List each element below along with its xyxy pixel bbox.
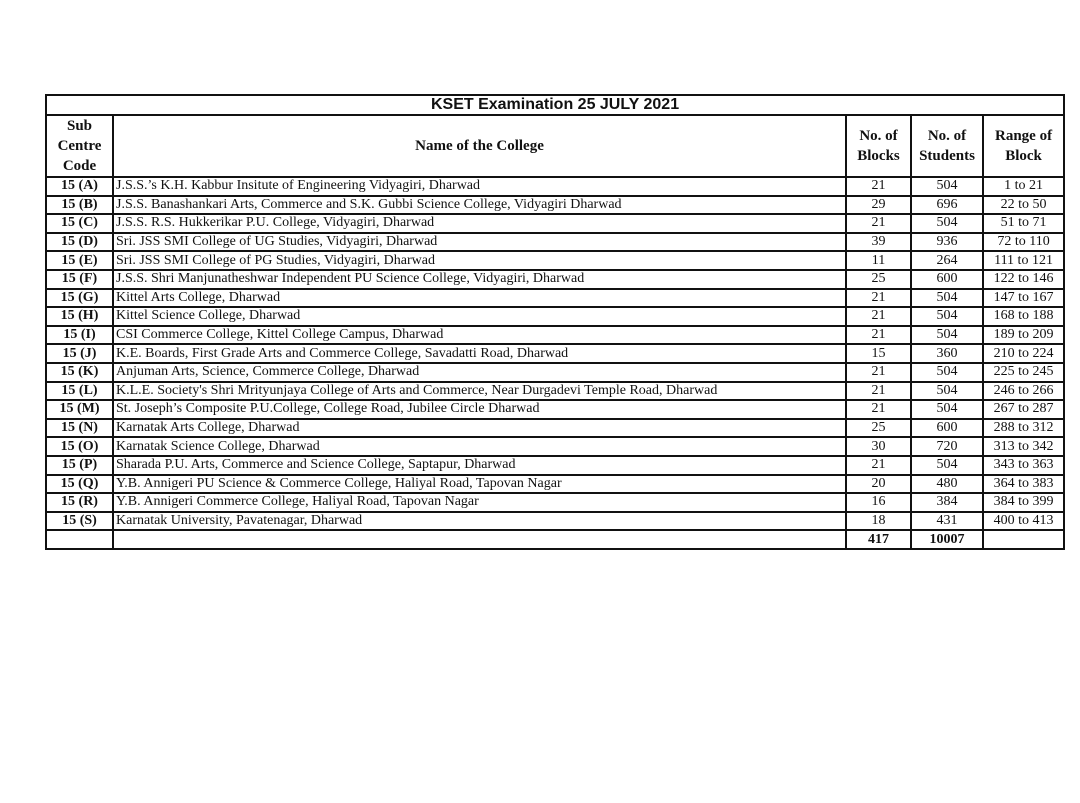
header-name: Name of the College [113, 115, 846, 177]
table-row [46, 214, 1064, 233]
college-name: K.L.E. Society's Shri Mrityunjaya College of Arts and Commerce, Near Durgadevi Temple Road, Dharwad [113, 382, 846, 401]
students-count: 504 [911, 326, 983, 345]
sub-centre-code: 15 (H) [46, 307, 113, 326]
table-row [46, 196, 1064, 215]
college-name: K.E. Boards, First Grade Arts and Commerce College, Savadatti Road, Dharwad [113, 344, 846, 363]
blocks-count: 21 [846, 326, 911, 345]
table-row [46, 289, 1064, 308]
header-students: No. of Students [911, 115, 983, 177]
college-name: Sharada P.U. Arts, Commerce and Science College, Saptapur, Dharwad [113, 456, 846, 475]
college-name: Y.B. Annigeri Commerce College, Haliyal Road, Tapovan Nagar [113, 493, 846, 512]
sub-centre-code: 15 (G) [46, 289, 113, 308]
sub-centre-code: 15 (F) [46, 270, 113, 289]
header-code: Sub Centre Code [46, 115, 113, 177]
blocks-count: 16 [846, 493, 911, 512]
header-range: Range of Block [983, 115, 1064, 177]
block-range: 343 to 363 [983, 456, 1064, 475]
table-row [46, 307, 1064, 326]
students-count: 720 [911, 437, 983, 456]
students-count: 480 [911, 475, 983, 494]
sub-centre-code: 15 (C) [46, 214, 113, 233]
college-name: J.S.S. Banashankari Arts, Commerce and S.K. Gubbi Science College, Vidyagiri Dharwad [113, 196, 846, 215]
sub-centre-code: 15 (J) [46, 344, 113, 363]
sub-centre-code: 15 (A) [46, 177, 113, 196]
table-row [46, 419, 1064, 438]
block-range: 246 to 266 [983, 382, 1064, 401]
totals-empty-range [983, 530, 1064, 549]
totals-empty-code [46, 530, 113, 549]
block-range: 147 to 167 [983, 289, 1064, 308]
blocks-count: 29 [846, 196, 911, 215]
block-range: 225 to 245 [983, 363, 1064, 382]
blocks-count: 30 [846, 437, 911, 456]
blocks-count: 18 [846, 512, 911, 531]
students-count: 504 [911, 456, 983, 475]
table-row [46, 363, 1064, 382]
block-range: 267 to 287 [983, 400, 1064, 419]
college-name: Kittel Arts College, Dharwad [113, 289, 846, 308]
block-range: 313 to 342 [983, 437, 1064, 456]
students-count: 504 [911, 289, 983, 308]
college-name: Karnatak Arts College, Dharwad [113, 419, 846, 438]
table-row [46, 251, 1064, 270]
block-range: 210 to 224 [983, 344, 1064, 363]
sub-centre-code: 15 (Q) [46, 475, 113, 494]
blocks-count: 39 [846, 233, 911, 252]
total-blocks: 417 [846, 530, 911, 549]
students-count: 936 [911, 233, 983, 252]
students-count: 696 [911, 196, 983, 215]
sub-centre-code: 15 (P) [46, 456, 113, 475]
block-range: 111 to 121 [983, 251, 1064, 270]
block-range: 384 to 399 [983, 493, 1064, 512]
college-name: J.S.S.’s K.H. Kabbur Insitute of Engineering Vidyagiri, Dharwad [113, 177, 846, 196]
header-blocks: No. of Blocks [846, 115, 911, 177]
college-name: Sri. JSS SMI College of UG Studies, Vidyagiri, Dharwad [113, 233, 846, 252]
table-row [46, 493, 1064, 512]
college-name: Kittel Science College, Dharwad [113, 307, 846, 326]
table-row [46, 437, 1064, 456]
exam-centre-table [45, 94, 1065, 550]
blocks-count: 21 [846, 177, 911, 196]
sub-centre-code: 15 (O) [46, 437, 113, 456]
college-name: J.S.S. Shri Manjunatheshwar Independent PU Science College, Vidyagiri, Dharwad [113, 270, 846, 289]
college-name: CSI Commerce College, Kittel College Campus, Dharwad [113, 326, 846, 345]
sub-centre-code: 15 (N) [46, 419, 113, 438]
block-range: 51 to 71 [983, 214, 1064, 233]
college-name: Karnatak University, Pavatenagar, Dharwad [113, 512, 846, 531]
college-name: Y.B. Annigeri PU Science & Commerce College, Haliyal Road, Tapovan Nagar [113, 475, 846, 494]
blocks-count: 21 [846, 307, 911, 326]
blocks-count: 21 [846, 363, 911, 382]
sub-centre-code: 15 (R) [46, 493, 113, 512]
table-row [46, 326, 1064, 345]
college-name: Anjuman Arts, Science, Commerce College, Dharwad [113, 363, 846, 382]
table-title: KSET Examination 25 JULY 2021 [46, 95, 1064, 115]
block-range: 22 to 50 [983, 196, 1064, 215]
block-range: 400 to 413 [983, 512, 1064, 531]
students-count: 504 [911, 400, 983, 419]
students-count: 264 [911, 251, 983, 270]
sub-centre-code: 15 (D) [46, 233, 113, 252]
students-count: 360 [911, 344, 983, 363]
sub-centre-code: 15 (M) [46, 400, 113, 419]
blocks-count: 21 [846, 214, 911, 233]
block-range: 364 to 383 [983, 475, 1064, 494]
block-range: 122 to 146 [983, 270, 1064, 289]
blocks-count: 21 [846, 456, 911, 475]
students-count: 384 [911, 493, 983, 512]
students-count: 504 [911, 382, 983, 401]
table-row [46, 400, 1064, 419]
students-count: 504 [911, 307, 983, 326]
blocks-count: 15 [846, 344, 911, 363]
blocks-count: 11 [846, 251, 911, 270]
totals-row [46, 530, 1064, 549]
table-row [46, 177, 1064, 196]
college-name: St. Joseph’s Composite P.U.College, College Road, Jubilee Circle Dharwad [113, 400, 846, 419]
students-count: 504 [911, 363, 983, 382]
block-range: 288 to 312 [983, 419, 1064, 438]
table-row [46, 382, 1064, 401]
table-row [46, 475, 1064, 494]
sub-centre-code: 15 (E) [46, 251, 113, 270]
header-row [46, 115, 1064, 177]
blocks-count: 25 [846, 270, 911, 289]
block-range: 168 to 188 [983, 307, 1064, 326]
students-count: 600 [911, 419, 983, 438]
sub-centre-code: 15 (B) [46, 196, 113, 215]
table-row [46, 270, 1064, 289]
sub-centre-code: 15 (K) [46, 363, 113, 382]
students-count: 600 [911, 270, 983, 289]
sub-centre-code: 15 (L) [46, 382, 113, 401]
table-row [46, 233, 1064, 252]
table-row [46, 456, 1064, 475]
students-count: 504 [911, 214, 983, 233]
students-count: 431 [911, 512, 983, 531]
table-row [46, 512, 1064, 531]
blocks-count: 25 [846, 419, 911, 438]
totals-empty-name [113, 530, 846, 549]
blocks-count: 21 [846, 289, 911, 308]
college-name: Sri. JSS SMI College of PG Studies, Vidyagiri, Dharwad [113, 251, 846, 270]
sub-centre-code: 15 (S) [46, 512, 113, 531]
college-name: J.S.S. R.S. Hukkerikar P.U. College, Vidyagiri, Dharwad [113, 214, 846, 233]
sub-centre-code: 15 (I) [46, 326, 113, 345]
blocks-count: 21 [846, 400, 911, 419]
block-range: 189 to 209 [983, 326, 1064, 345]
block-range: 1 to 21 [983, 177, 1064, 196]
block-range: 72 to 110 [983, 233, 1064, 252]
students-count: 504 [911, 177, 983, 196]
college-name: Karnatak Science College, Dharwad [113, 437, 846, 456]
blocks-count: 21 [846, 382, 911, 401]
total-students: 10007 [911, 530, 983, 549]
table-row [46, 344, 1064, 363]
blocks-count: 20 [846, 475, 911, 494]
